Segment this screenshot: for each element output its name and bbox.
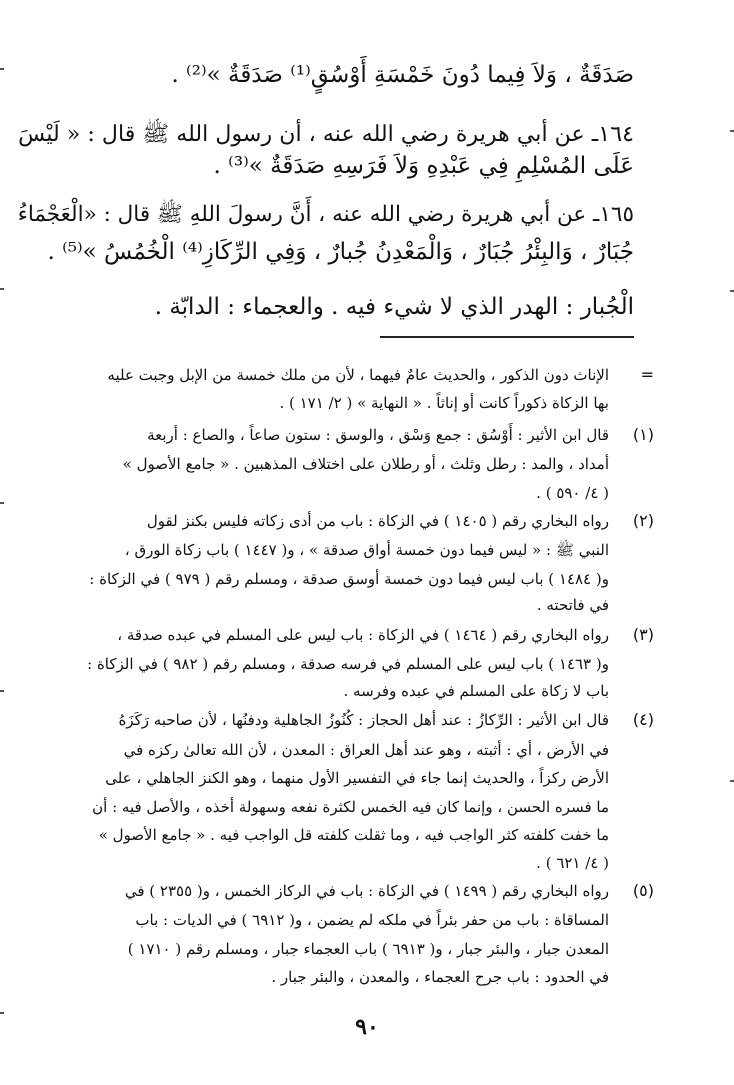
footnote-line: أمداد ، والمد : رطل وثلث ، أو رطلان على اختلاف المذهبين . « جامع الأصول » — [122, 455, 609, 473]
footnote-line: ما فسره الحسن ، وإنما كان فيه الخمس لكثرة نفعه وسهولة أخذه ، والأصل فيه : أن — [92, 798, 609, 816]
footnote-line: الإناث دون الذكور ، والحديث عامٌ فيهما ، لأن من ملك خمسة من الإبل وجبت عليه — [107, 366, 609, 384]
margin-mark — [0, 288, 4, 290]
main-text-line: صَدَقَةٌ ، وَلاَ فِيما دُونَ خَمْسَةِ أَوْسُقٍ⁽¹⁾ صَدَقَةٌ »⁽²⁾ . — [171, 62, 634, 88]
footnote-marker: = — [640, 365, 654, 384]
footnote-marker: (٥) — [632, 881, 654, 900]
footnote-line: بها الزكاة ذكوراً كانت أو إناثاً . « النهاية » ( ٢/ ١٧١ ) . — [279, 394, 609, 412]
footnote-line: قال ابن الأثير : أَوْسُق : جمع وَسْق ، والوسق : ستون صاعاً ، والصاع : أربعة — [147, 426, 609, 444]
margin-mark — [0, 1012, 4, 1014]
footnote-line: رواه البخاري رقم ( ١٤٩٩ ) في الزكاة : باب في الركاز الخمس ، و( ٢٣٥٥ ) في — [124, 882, 609, 900]
footnote-line: في الحدود : باب جرح العجماء ، والمعدن ، والبئر جبار . — [271, 968, 609, 986]
footnote-divider — [380, 336, 634, 338]
footnote-marker: (١) — [632, 425, 654, 444]
hadith-164-line: ١٦٤ـ عن أبي هريرة رضي الله عنه ، أن رسول الله ﷺ قال : « لَيْسَ — [18, 121, 634, 147]
margin-mark — [0, 68, 4, 70]
footnote-line: رواه البخاري رقم ( ١٤٦٤ ) في الزكاة : باب ليس على المسلم في عبده صدقة ، — [117, 626, 609, 644]
hadith-165-line: جُبَارٌ ، وَالبِئْرُ جُبَارٌ ، وَالْمَعْدِنُ جُبارٌ ، وَفِي الرِّكَازِ⁽⁴⁾ الْخُمُسُ »⁽⁵⁾ . — [47, 239, 634, 265]
footnote-marker: (٤) — [632, 710, 654, 729]
definition-line: الْجُبار : الهدر الذي لا شيء فيه . والعجماء : الدابّة . — [154, 294, 634, 320]
footnote-line: المساقاة : باب من حفر بئراً في ملكه لم يضمن ، و( ٦٩١٢ ) في الديات : باب — [135, 911, 609, 929]
hadith-165-line: ١٦٥ـ عن أبي هريرة رضي الله عنه ، أَنَّ رسولَ اللهِ ﷺ قال : «الْعَجْمَاءُ — [17, 202, 634, 227]
footnote-line: قال ابن الأثير : الرِّكازُ : عند أهل الحجاز : كُنُوزُ الجاهلية ودفنُها ، لأن صاحبه رَكَزَهُ — [118, 711, 609, 729]
footnote-marker: (٢) — [632, 511, 654, 530]
footnote-line: ( ٤/ ٥٩٠ ) . — [536, 484, 609, 502]
footnote-line: و( ١٤٨٤ ) باب ليس فيما دون خمسة أوسق صدقة ، ومسلم رقم ( ٩٧٩ ) في الزكاة : — [89, 570, 609, 588]
margin-mark — [0, 690, 4, 692]
hadith-164-line: عَلَى المُسْلِمِ فِي عَبْدِهِ وَلاَ فَرَسِهِ صَدَقَةٌ »⁽³⁾ . — [213, 153, 634, 179]
footnote-line: ما خفت كلفته كثر الواجب فيه ، وما ثقلت كلفته قل الواجب فيه . « جامع الأصول » — [98, 826, 609, 844]
page-number: ٩٠ — [355, 1014, 379, 1040]
footnote-marker: (٣) — [632, 625, 654, 644]
footnote-line: النبي ﷺ : « ليس فيما دون خمسة أواق صدقة » ، و( ١٤٤٧ ) باب زكاة الورق ، — [124, 541, 609, 559]
margin-mark — [730, 130, 734, 132]
margin-mark — [730, 780, 734, 782]
footnote-line: و( ١٤٦٣ ) باب ليس على المسلم في فرسه صدقة ، ومسلم رقم ( ٩٨٢ ) في الزكاة : — [87, 655, 609, 673]
footnote-line: المعدن جبار ، والبئر جبار ، و( ٦٩١٣ ) باب العجماء جبار ، ومسلم رقم ( ١٧١٠ ) — [127, 940, 609, 958]
margin-mark — [730, 290, 734, 292]
footnote-line: رواه البخاري رقم ( ١٤٠٥ ) في الزكاة : باب من أدى زكاته فليس بكنز لقول — [146, 512, 609, 530]
footnote-line: باب لا زكاة على المسلم في عبده وفرسه . — [343, 682, 609, 700]
margin-mark — [0, 502, 4, 504]
footnote-line: في فاتحته . — [536, 596, 609, 614]
footnote-line: في الأرض ، أي : أثبته ، وهو عند أهل العراق : المعدن ، لأن الله تعالىٰ ركزه في — [123, 741, 609, 759]
footnote-line: ( ٤/ ٦٢١ ) . — [536, 854, 609, 872]
footnote-line: الأرض ركزاً ، والحديث إنما جاء في التفسير الأول منهما ، وهو الكنز الجاهلي ، على — [105, 769, 609, 787]
